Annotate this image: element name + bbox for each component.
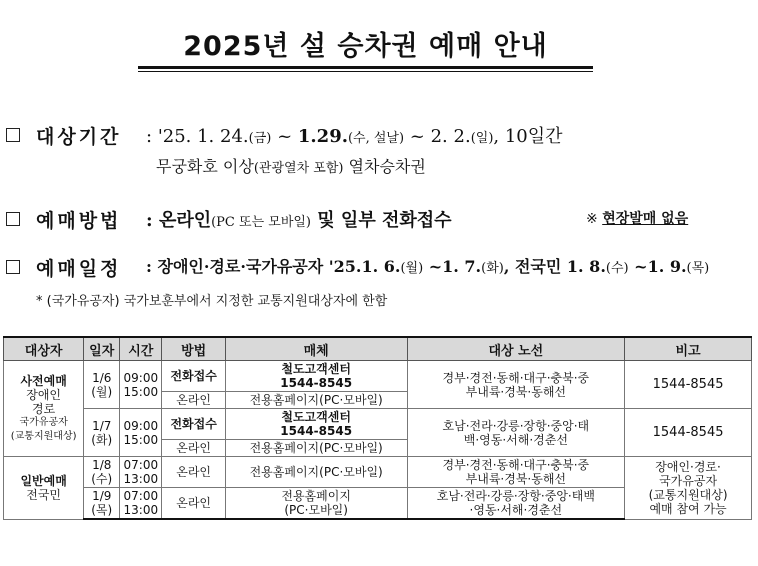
schedule-footnote: * (국가유공자) 국가보훈부에서 지정한 교통지원대상자에 한함 <box>36 294 388 309</box>
table-row <box>4 361 752 392</box>
routes-text: ·영동·서해·경춘선 <box>469 503 563 517</box>
time-text: 09:00 <box>123 370 159 385</box>
period-holiday: 1.29. <box>297 126 348 147</box>
schedule-day: (화) <box>481 261 504 276</box>
method-cell: 온라인 <box>162 488 225 520</box>
section-schedule <box>6 256 746 316</box>
section-method <box>6 208 746 234</box>
routes-text: 호남·전라·강릉·장항·중앙·태백 <box>436 489 595 503</box>
table-row <box>4 409 752 440</box>
media-text: (PC·모바일) <box>284 503 348 517</box>
routes-text: 부내륙·경북·동해선 <box>465 384 567 399</box>
method-phone: 및 일부 전화접수 <box>311 210 452 231</box>
note-text: 장애인·경로· <box>655 459 721 474</box>
method-cell: 전화접수 <box>162 361 225 392</box>
header-cell: 일자 <box>84 337 120 361</box>
routes-cell <box>407 361 625 409</box>
period-end: ~ 2. 2. <box>404 126 471 147</box>
period-train-class: 무궁화호 이상 <box>156 157 254 176</box>
time-cell <box>120 361 162 409</box>
period-colon: : <box>146 126 153 147</box>
method-online-note: (PC 또는 모바일) <box>211 215 312 230</box>
period-end-day: (일) <box>470 131 494 146</box>
media-cell: 전용홈페이지(PC·모바일) <box>225 392 407 409</box>
target-cell-general <box>4 457 84 520</box>
title-underline <box>138 66 593 69</box>
schedule-label: 예매일정 <box>36 258 122 280</box>
schedule-body <box>146 254 709 277</box>
target-text: 국가유공자 <box>19 416 68 428</box>
method-cell: 온라인 <box>162 457 225 488</box>
period-line1 <box>146 122 563 148</box>
note-cell: 1544-8545 <box>625 409 752 457</box>
time-text: 07:00 <box>123 458 159 472</box>
period-start: '25. 1. 24. <box>157 126 249 147</box>
routes-cell <box>407 457 625 488</box>
date-cell <box>84 409 120 457</box>
media-cell <box>225 488 407 520</box>
schedule-day: (월) <box>400 261 424 276</box>
day-text: (목) <box>91 503 113 517</box>
date-text: 1/6 <box>92 370 112 385</box>
media-text: 철도고객센터 <box>281 410 351 424</box>
date-cell <box>84 488 120 520</box>
target-text: 장애인 <box>26 387 62 402</box>
schedule-table <box>3 336 752 520</box>
table-row <box>4 457 752 488</box>
routes-cell <box>407 409 625 457</box>
note-text: (교통지원대상) <box>648 487 728 502</box>
routes-cell <box>407 488 625 520</box>
media-cell <box>225 361 407 392</box>
header-cell: 비고 <box>625 337 752 361</box>
date-text: 1/7 <box>92 418 112 433</box>
period-duration: , 10일간 <box>493 126 563 147</box>
media-cell: 전용홈페이지(PC·모바일) <box>225 440 407 457</box>
routes-text: 호남·전라·강릉·장항·중앙·태 <box>442 418 590 433</box>
note-mark: ※ <box>586 211 598 227</box>
header-cell: 시간 <box>120 337 162 361</box>
schedule-day: (목) <box>686 261 710 276</box>
note-cell-general <box>625 457 752 520</box>
media-text: 철도고객센터 <box>281 362 351 376</box>
method-online: 온라인 <box>158 210 212 231</box>
time-text: 07:00 <box>123 489 159 503</box>
target-cell-priority <box>4 361 84 457</box>
day-text: (수) <box>91 472 113 486</box>
schedule-priority-start: 장애인·경로·국가유공자 '25.1. 6. <box>157 257 401 276</box>
method-label: 예매방법 <box>36 210 122 232</box>
checkbox-icon <box>6 260 20 274</box>
target-text: (교통지원대상) <box>10 430 77 442</box>
title-underline-thin <box>138 71 593 72</box>
method-note-text: 현장발매 없음 <box>602 211 689 227</box>
date-cell <box>84 457 120 488</box>
method-cell: 온라인 <box>162 440 225 457</box>
page-title: 2025년 설 승차권 예매 안내 <box>183 31 548 62</box>
header-cell: 방법 <box>162 337 225 361</box>
method-body <box>146 206 452 232</box>
routes-text: 경부·경전·동해·대구·충북·중 <box>442 370 590 385</box>
table-header-row <box>4 337 752 361</box>
note-cell: 1544-8545 <box>625 361 752 409</box>
date-text: 1/8 <box>92 458 112 472</box>
time-text: 09:00 <box>123 418 159 433</box>
time-text: 13:00 <box>123 472 159 486</box>
time-text: 13:00 <box>123 503 159 517</box>
period-holiday-day: (수, 설날) <box>347 131 405 146</box>
period-label: 대상기간 <box>36 126 122 148</box>
schedule-day: (수) <box>605 261 629 276</box>
time-cell <box>120 457 162 488</box>
media-text: 1544-8545 <box>280 376 353 390</box>
schedule-priority-end: ~1. 7. <box>423 257 482 276</box>
period-start-day: (금) <box>248 131 272 146</box>
method-colon: : <box>146 210 153 231</box>
note-text: 예매 참여 가능 <box>649 501 727 516</box>
method-note <box>586 208 688 228</box>
target-text: 경로 <box>32 401 56 416</box>
note-text: 국가유공자 <box>659 473 718 488</box>
media-text: 1544-8545 <box>280 424 353 438</box>
period-ticket: 열차승차권 <box>343 157 426 176</box>
time-cell <box>120 409 162 457</box>
media-cell: 전용홈페이지(PC·모바일) <box>225 457 407 488</box>
schedule-colon: : <box>146 257 152 276</box>
media-cell <box>225 409 407 440</box>
method-cell: 온라인 <box>162 392 225 409</box>
period-sep1: ~ <box>271 126 298 147</box>
media-text: 전용홈페이지 <box>281 489 351 503</box>
date-text: 1/9 <box>92 489 112 503</box>
header-cell: 대상자 <box>4 337 84 361</box>
schedule-general-start: , 전국민 1. 8. <box>503 257 606 276</box>
time-text: 15:00 <box>123 432 159 447</box>
time-text: 15:00 <box>123 384 159 399</box>
checkbox-icon <box>6 128 20 142</box>
day-text: (월) <box>91 384 113 399</box>
target-priority-title: 사전예매 <box>20 373 67 388</box>
section-period <box>6 124 746 184</box>
period-line2 <box>156 154 426 177</box>
schedule-general-end: ~1. 9. <box>628 257 687 276</box>
routes-text: 부내륙·경북·동해선 <box>465 472 567 486</box>
period-train-note: (관광열차 포함) <box>253 161 344 176</box>
header-cell: 대상 노선 <box>407 337 625 361</box>
routes-text: 백·영동·서해·경춘선 <box>463 432 568 447</box>
header-cell: 매체 <box>225 337 407 361</box>
time-cell <box>120 488 162 520</box>
method-cell: 전화접수 <box>162 409 225 440</box>
routes-text: 경부·경전·동해·대구·충북·중 <box>442 458 590 472</box>
target-text: 전국민 <box>26 487 62 502</box>
target-general-title: 일반예매 <box>20 473 67 488</box>
date-cell <box>84 361 120 409</box>
title-block <box>138 30 593 64</box>
checkbox-icon <box>6 212 20 226</box>
day-text: (화) <box>91 432 113 447</box>
